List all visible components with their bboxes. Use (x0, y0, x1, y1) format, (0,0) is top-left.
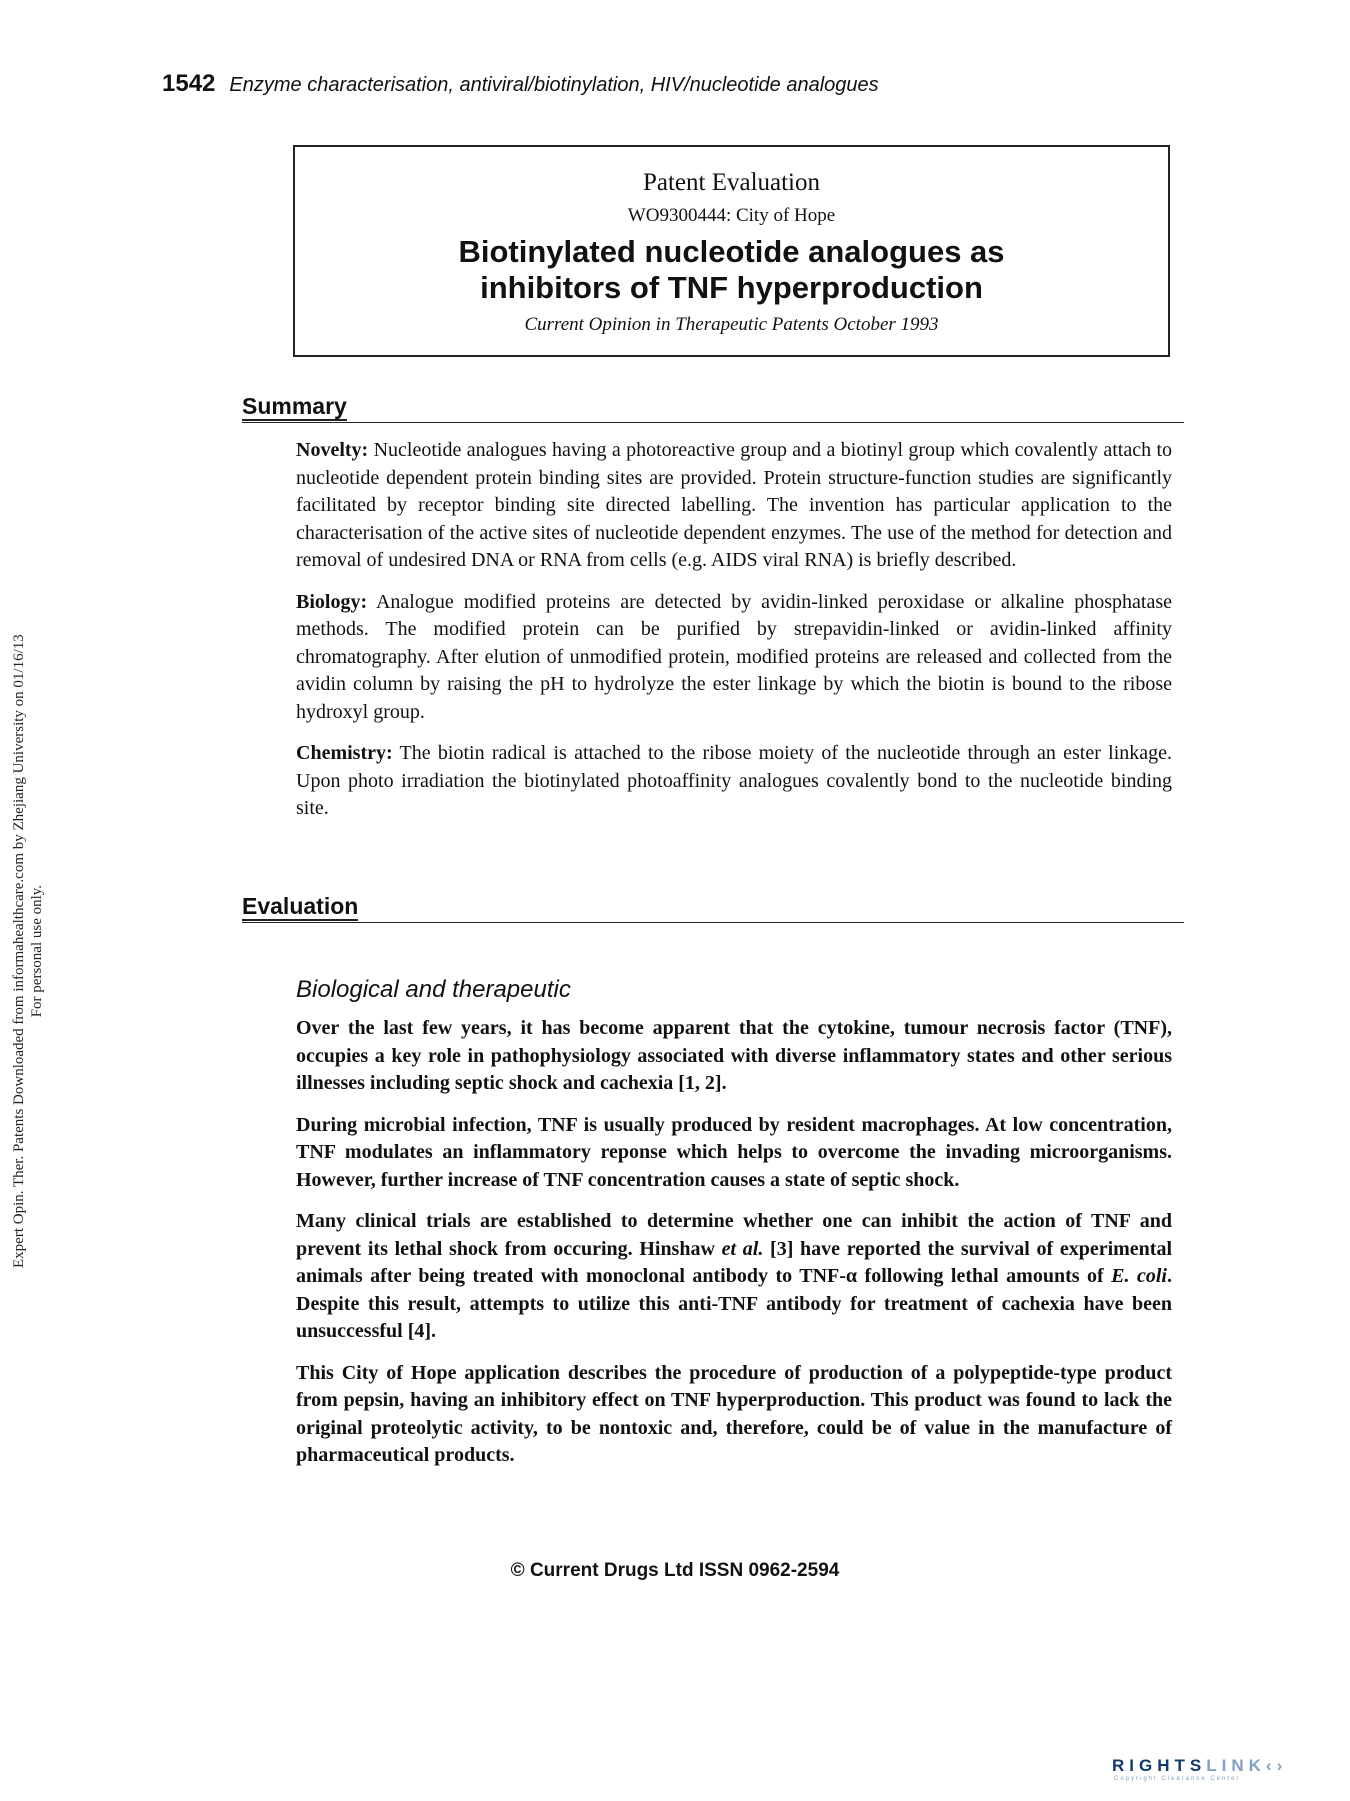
evaluation-paragraph-1: Over the last few years, it has become apparent that the cytokine, tumour necrosis factor (TNF), occupies a key role in pathophysiology associated with diverse inflammatory states and other serious illnesses including septic shock and cachexia [1, 2]. (296, 1017, 1172, 1094)
novelty-paragraph (296, 437, 1172, 575)
chemistry-text: The biotin radical is attached to the ribose moiety of the nucleotide through an ester linkage. Upon photo irradiation the biotinylated photoaffinity analogues covalently bond to the nucleotide binding site. (296, 742, 1173, 819)
subsection-heading: Biological and therapeutic (296, 976, 571, 1003)
rightslink-logo-light: LINK (1206, 1756, 1266, 1775)
evaluation-body (296, 1015, 1172, 1484)
patent-number: WO9300444: City of Hope (627, 205, 836, 226)
download-notice-line-2: For personal use only. (29, 884, 45, 1018)
novelty-text: Nucleotide analogues having a photoreactive group and a biotinyl group which covalently attach to nucleotide dependent protein binding sites are provided. Protein structure-function studies are significantly facilitated by receptor binding site directed labelling. The invention has particular application to the characterisation of the active sites of nucleotide dependent enzymes. The use of the method for detection and removal of undesired DNA or RNA from cells (e.g. AIDS viral RNA) is briefly described. (296, 439, 1172, 571)
page-number: 1542 (162, 70, 216, 97)
biology-label: Biology: (296, 590, 368, 613)
summary-body (296, 437, 1172, 837)
chemistry-label: Chemistry: (296, 742, 393, 764)
running-head (162, 70, 879, 98)
copyright-notice: © Current Drugs Ltd ISSN 0962-2594 (510, 1560, 840, 1581)
evaluation-heading: Evaluation (242, 893, 1184, 923)
rightslink-logo-dark: RIGHTS (1112, 1756, 1207, 1775)
running-head-title: Enzyme characterisation, antiviral/biotinylation, HIV/nucleotide analogues (229, 74, 879, 96)
et-al: et al. (721, 1237, 764, 1260)
rightslink-tagline: Copyright Clearance Center (1114, 1776, 1241, 1782)
species-name: E. coli (1111, 1265, 1167, 1287)
journal-source: Current Opinion in Therapeutic Patents October 1993 (524, 314, 939, 335)
download-notice (10, 634, 46, 1268)
summary-heading: Summary (242, 393, 1184, 423)
article-title-line-2: inhibitors of TNF hyperproduction (480, 270, 983, 305)
evaluation-paragraph-3: Many clinical trials are established to determine whether one can inhibit the action of TNF and prevent its lethal shock from occuring. Hinshaw et al. [3] have reported the survival of experimental animals after being treated with monoclonal antibody to TNF-α following lethal amounts of E. coli. Despite this result, attempts to utilize this anti-TNF antibody for treatment of cachexia have been unsuccessful [4]. (296, 1210, 1173, 1342)
evaluation-paragraph-4: This City of Hope application describes the procedure of production of a polypeptide-type product from pepsin, having an inhibitory effect on TNF hyperproduction. This product was found to lack the original proteolytic activity, to be nontoxic and, therefore, could be of value in the manufacture of pharmaceutical products. (296, 1361, 1172, 1466)
evaluation-kind: Patent Evaluation (642, 169, 821, 196)
chemistry-paragraph (296, 740, 1172, 823)
download-notice-line-1: Expert Opin. Ther. Patents Downloaded from informahealthcare.com by Zhejiang University on 01/16/13 (11, 634, 27, 1268)
article-title-line-1: Biotinylated nucleotide analogues as (458, 234, 1005, 269)
patent-evaluation-box (293, 145, 1170, 357)
novelty-label: Novelty: (296, 439, 369, 461)
biology-paragraph (296, 589, 1172, 727)
article-title (295, 234, 1168, 306)
biology-text: Analogue modified proteins are detected by avidin-linked peroxidase or alkaline phosphatase methods. The modified protein can be purified by strepavidin-linked or avidin-linked affinity chromatography. After elution of unmodified protein, modified proteins are released and collected from the avidin column by raising the pH to hydrolyze the ester linkage by which the biotin is bound to the ribose hydroxyl group. (296, 590, 1172, 723)
evaluation-paragraph-2: During microbial infection, TNF is usually produced by resident macrophages. At low concentration, TNF modulates an inflammatory reponse which helps to overcome the invading microorganisms. However, further increase of TNF concentration causes a state of septic shock. (296, 1113, 1172, 1191)
rightslink-logo[interactable] (1112, 1756, 1288, 1782)
rightslink-arrows-icon: ‹› (1265, 1756, 1288, 1775)
